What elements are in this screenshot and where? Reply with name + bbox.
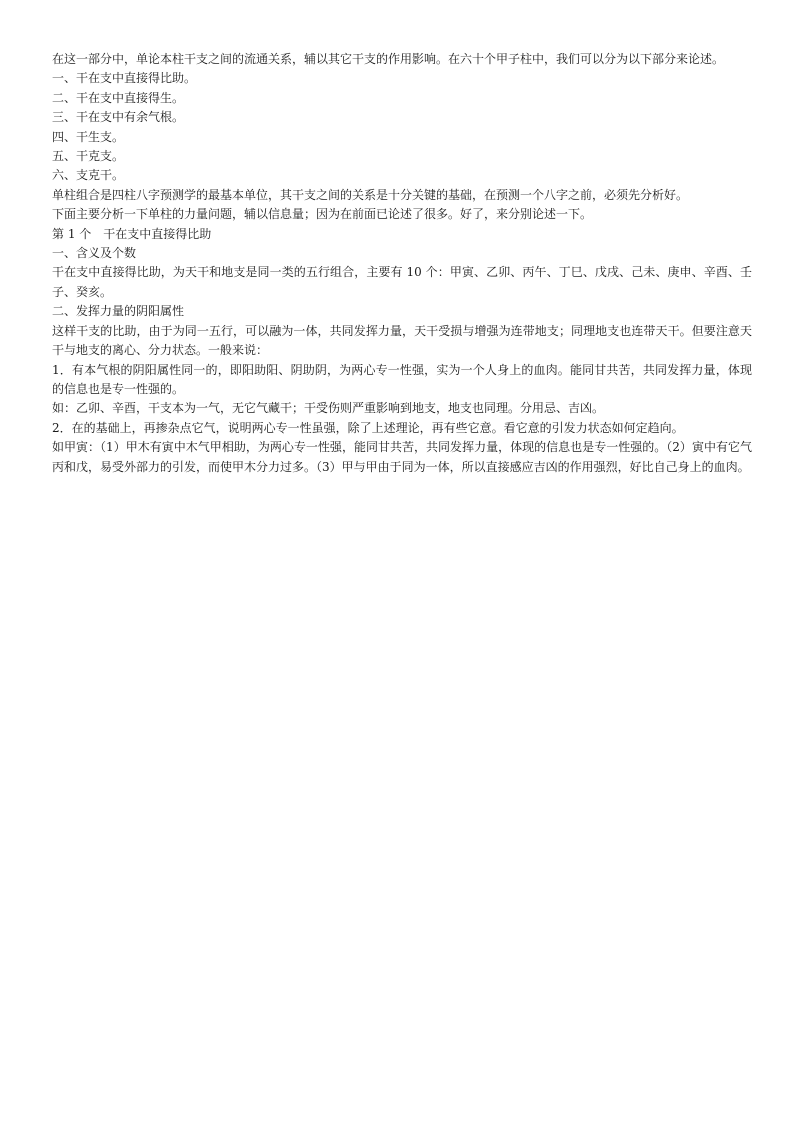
- list-item: 六、支克干。: [52, 168, 125, 183]
- subsection-title-meaning: 一、含义及个数: [52, 246, 137, 261]
- yinyang-paragraph: 这样干支的比助，由于为同一五行，可以融为一体，共同发挥力量，天干受损与增强为连带地支；同理地支也连带天干。但要注意天干与地支的离心、分力状态。一般来说：: [52, 323, 752, 358]
- example-one-paragraph: 如：乙卯、辛酉，干支本为一气，无它气藏干；干受伤则严重影响到地支，地支也同理。分用忌、吉凶。: [52, 401, 605, 416]
- list-item: 二、干在支中直接得生。: [52, 90, 185, 105]
- list-item: 五、干克支。: [52, 149, 125, 164]
- analysis-paragraph: 下面主要分析一下单柱的力量问题，辅以信息量；因为在前面已论述了很多。好了，来分别论述一下。: [52, 207, 593, 222]
- list-item: 一、干在支中直接得比助。: [52, 71, 197, 86]
- list-item: 三、干在支中有余气根。: [52, 110, 185, 125]
- intro-paragraph: 在这一部分中，单论本柱干支之间的流通关系，辅以其它干支的作用影响。在六十个甲子柱中，我们可以分为以下部分来论述。: [52, 52, 725, 66]
- section-title: 第 1 个 干在支中直接得比助: [52, 226, 212, 241]
- basic-unit-paragraph: 单柱组合是四柱八字预测学的最基本单位，其干支之间的关系是十分关键的基础，在预测一个八字之前，必须先分析好。: [52, 187, 689, 202]
- document-page: [52, 50, 752, 477]
- list-item: 四、干生支。: [52, 129, 125, 144]
- point-two-paragraph: 2．在的基础上，再掺杂点它气，说明两心专一性虽强，除了上述理论，再有些它意。看它意的引发力状态如何定趋向。: [52, 420, 684, 435]
- point-one-paragraph: 1．有本气根的阴阳属性同一的，即阳助阳、阴助阴，为两心专一性强，实为一个人身上的血肉。能同甘共苦，共同发挥力量，体现的信息也是专一性强的。: [52, 362, 752, 396]
- example-two-paragraph: 如甲寅：（1）甲木有寅中木气甲相助，为两心专一性强，能同甘共苦，共同发挥力量，体现的信息也是专一性强的。（2）寅中有它气丙和戊，易受外部力的引发，而使甲木分力过多。（3）甲与甲由于同为一体，所以直接感应吉凶的作用强烈，好比自己身上的血肉。: [52, 440, 752, 474]
- subsection-title-yinyang: 二、发挥力量的阴阳属性: [52, 304, 185, 319]
- meaning-paragraph: 干在支中直接得比助，为天干和地支是同一类的五行组合，主要有 10 个：甲寅、乙卯、丙午、丁巳、戊戌、己未、庚申、辛酉、壬子、癸亥。: [52, 265, 752, 299]
